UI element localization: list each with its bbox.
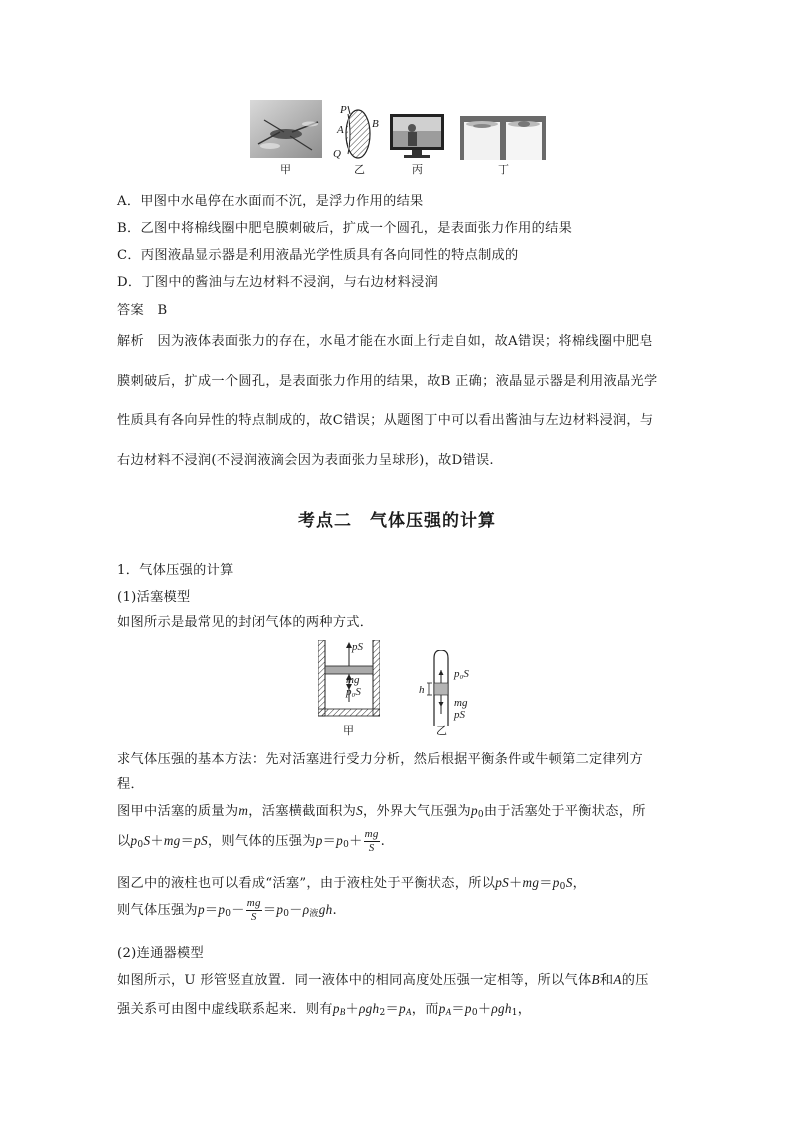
sub-heading-piston: (1)活塞模型 (117, 590, 191, 605)
label-h-yi: h (419, 684, 425, 696)
analysis-line-2: 膜刺破后，扩成一个圆孔，是表面张力作用的结果，故B 正确；液晶显示器是利用液晶光学 (117, 374, 658, 389)
caption-ding: 丁 (498, 163, 509, 176)
jia-line-2: 以$p_0S+mg=pS$，则气体的压强为$p=p_0+$ $\frac{mg}{S}$ . (117, 828, 386, 854)
label-p0s-jia: p₀S (346, 686, 361, 698)
caption-yi: 乙 (354, 163, 365, 176)
answer: 答案 B (117, 303, 168, 318)
label-mg-yi: mg (454, 697, 468, 709)
label-a: A (337, 124, 344, 136)
jia-line-1: 图甲中活塞的质量为m，活塞横截面积为S，外界大气压强为$p_0$由于活塞处于平衡状态，所 (117, 803, 646, 820)
label-p0s-yi: p₀S (454, 668, 469, 680)
wetting-materials-photo (460, 116, 546, 160)
option-d: D．丁图中的酱油与左边材料不浸润，与右边材料浸润 (117, 275, 439, 290)
analysis-line-1: 解析 因为液体表面张力的存在，水黾才能在水面上行走自如，故A错误；将棉线圈中肥皂 (117, 334, 653, 349)
caption-bing: 丙 (412, 163, 423, 176)
lcd-monitor-photo (388, 114, 446, 160)
caption-piston-jia: 甲 (343, 724, 354, 737)
method-line-2: 程． (117, 777, 144, 792)
label-ps-jia: pS (352, 641, 363, 653)
water-strider-photo (250, 100, 322, 158)
label-mg-jia: mg (346, 674, 360, 686)
yi-line-1: 图乙中的液柱也可以看成“活塞”，由于液柱处于平衡状态，所以$pS+mg=p_0S$， (117, 875, 587, 892)
option-a: A．甲图中水黾停在水面而不沉，是浮力作用的结果 (117, 194, 424, 209)
label-ps-yi: pS (454, 709, 465, 721)
yi-line-2: 则气体压强为$p=p_0-$ $\frac{mg}{S}$ $=p_0-\rho_液gh$. (117, 897, 338, 923)
u-line-1: 如图所示，U 形管竖直放置．同一液体中的相同高度处压强一定相等，所以气体B和A的压 (117, 972, 649, 988)
sub-heading-connector: (2)连通器模型 (117, 946, 205, 961)
intro-text: 如图所示是最常见的封闭气体的两种方式． (117, 615, 374, 630)
analysis-line-3: 性质具有各向异性的特点制成的，故C错误；从题图丁中可以看出酱油与左边材料浸润，与 (117, 413, 654, 428)
label-q: Q (333, 148, 341, 160)
label-b: B (372, 118, 379, 130)
method-line-1: 求气体压强的基本方法：先对活塞进行受力分析，然后根据平衡条件或牛顿第二定律列方 (117, 752, 644, 767)
caption-jia: 甲 (280, 163, 291, 176)
heading-1: 1．气体压强的计算 (117, 563, 234, 578)
caption-piston-yi: 乙 (436, 724, 447, 737)
section-title: 考点二 气体压强的计算 (298, 511, 496, 531)
u-line-2: 强关系可由图中虚线联系起来．则有$p_B+\rho gh_2=p_A$，而$p_A=p_0+\rho gh_1$， (117, 1001, 532, 1018)
analysis-line-4: 右边材料不浸润(不浸润液滴会因为表面张力呈球形)，故D错误. (117, 453, 494, 468)
option-c: C．丙图液晶显示器是利用液晶光学性质具有各向同性的特点制成的 (117, 248, 519, 263)
label-p: P (340, 104, 347, 116)
option-b: B．乙图中将棉线圈中肥皂膜刺破后，扩成一个圆孔，是表面张力作用的结果 (117, 221, 573, 236)
